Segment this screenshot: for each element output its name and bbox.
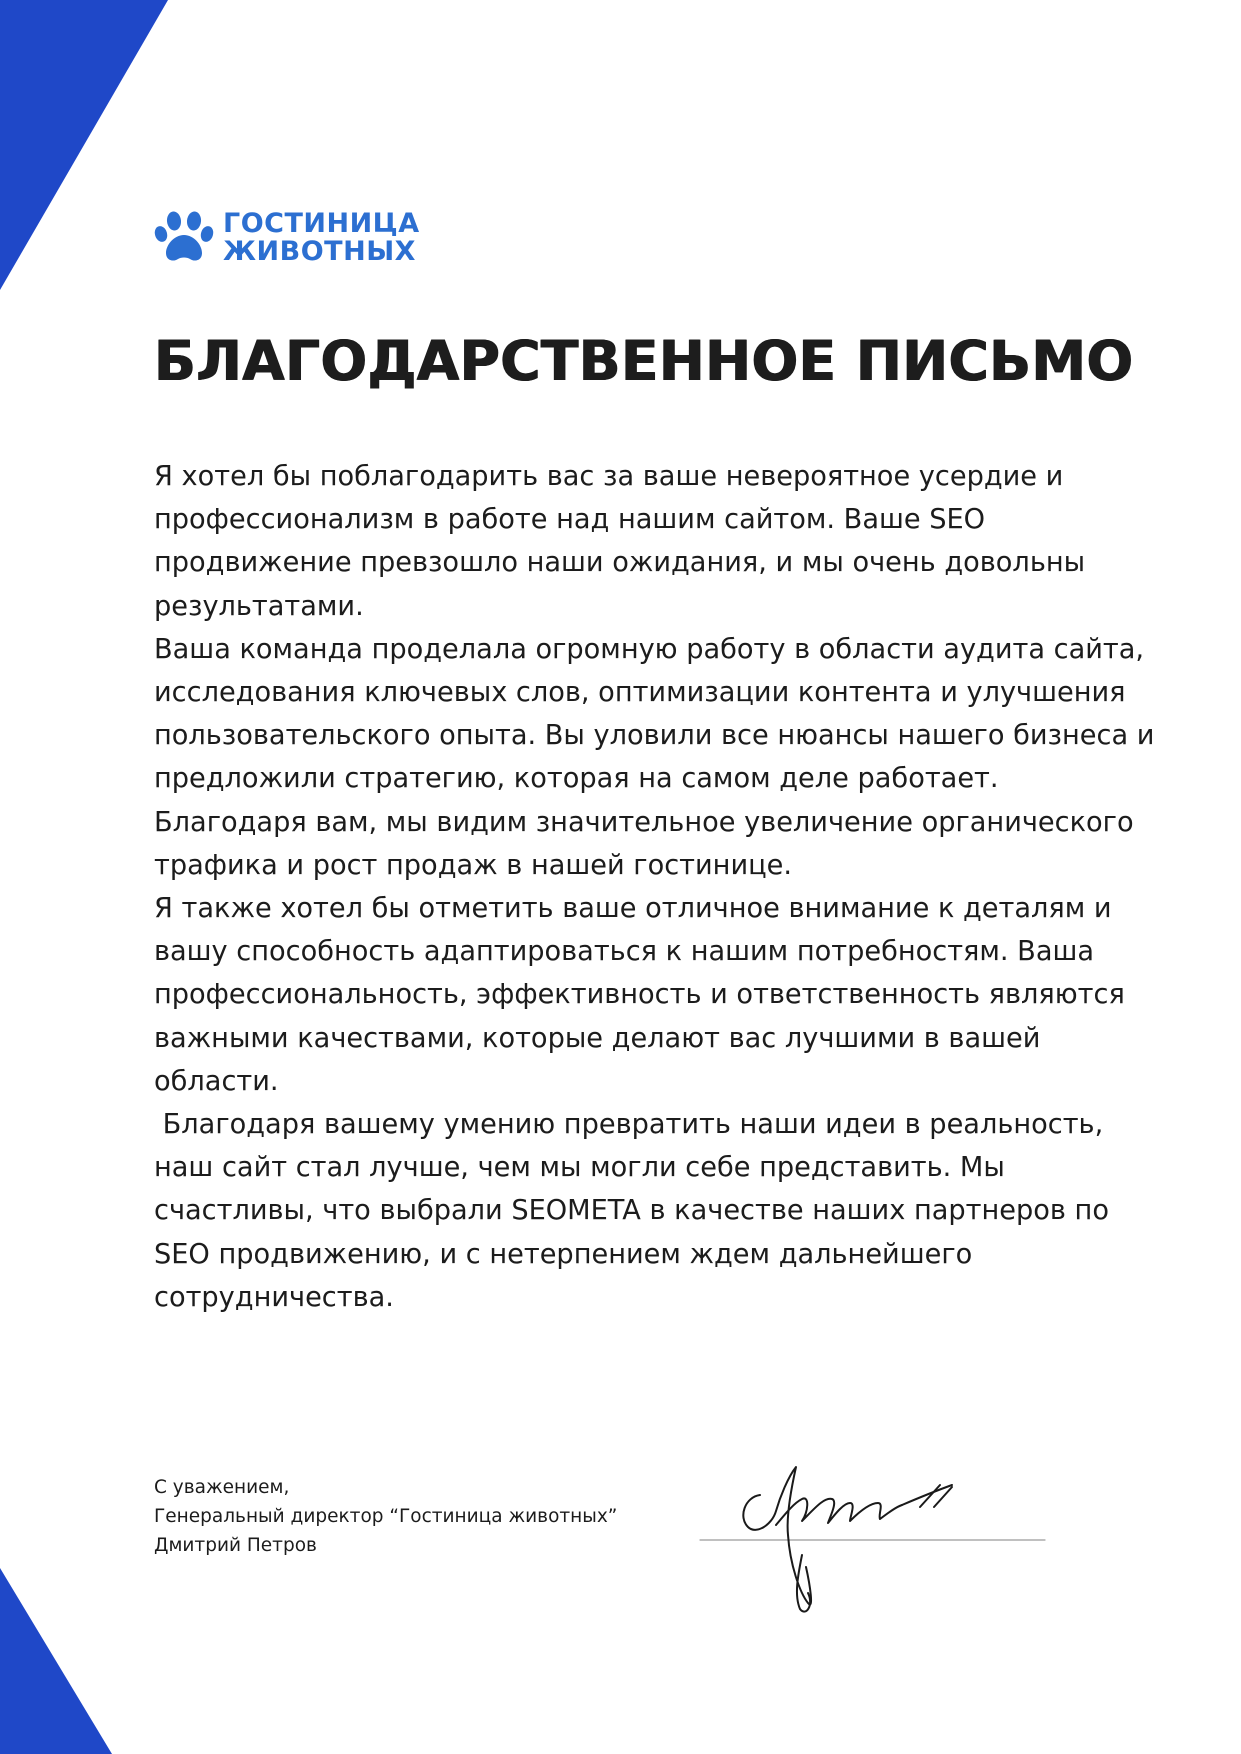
paw-icon <box>154 207 216 269</box>
letter-title: БЛАГОДАРСТВЕННОЕ ПИСЬМО <box>154 329 1134 393</box>
signature-loop <box>743 1467 811 1604</box>
body-paragraph-4: Благодаря вашему умению превратить наши идеи в реальность, наш сайт стал лучше, чем мы могли себе представить. Мы счастливы, что выбрали SEOMETA в качестве наших партнеров по SEO продвижению, и с нетерпением ждем дальнейшего сотрудничества. <box>154 1109 1118 1313</box>
closing-regards: С уважением, <box>154 1477 290 1498</box>
brand-name-line1: ГОСТИНИЦА <box>223 208 420 239</box>
top-left-blue-triangle <box>0 0 168 290</box>
brand-name-line2: ЖИВОТНЫХ <box>223 236 416 267</box>
signer-name: Дмитрий Петров <box>154 1535 317 1556</box>
brand-name <box>223 210 420 266</box>
body-paragraph-2: Ваша команда проделала огромную работу в области аудита сайта, исследования ключевых слов, оптимизации контента и улучшения пользовательского опыта. Вы уловили все нюансы нашего бизнеса и предложили стратегию, которая на самом деле работает. Благодаря вам, мы видим значительное увеличение органического трафика и рост продаж в нашей гостинице. <box>154 633 1155 881</box>
bottom-left-blue-triangle <box>0 1568 112 1754</box>
signature-stroke-main <box>776 1498 902 1525</box>
signer-position: Генеральный директор “Гостиница животных” <box>154 1506 618 1527</box>
body-paragraph-3: Я также хотел бы отметить ваше отличное внимание к деталям и вашу способность адаптироваться к нашим потребностям. Ваша профессиональность, эффективность и ответственность являются важными качествами, которые делают вас лучшими в вашей области. <box>154 893 1125 1097</box>
body-paragraph-1: Я хотел бы поблагодарить вас за ваше невероятное усердие и профессионализм в работе над нашим сайтом. Ваше SEO продвижение превзошло наши ожидания, и мы очень довольны результатами. <box>154 461 1086 622</box>
handwritten-signature <box>690 1455 1050 1630</box>
brand-logo <box>154 207 420 269</box>
letter-body <box>154 455 1159 1319</box>
closing-block <box>154 1473 617 1560</box>
